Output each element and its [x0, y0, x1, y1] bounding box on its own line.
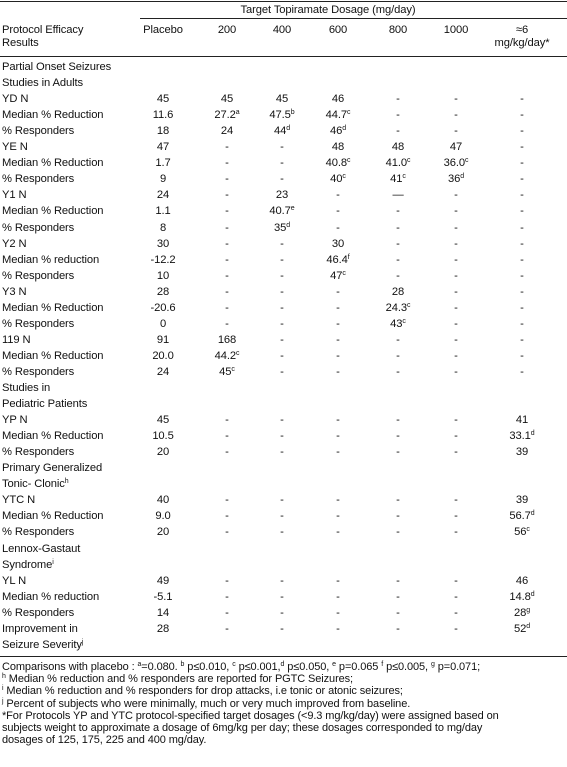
row-label: Seizure Severity$^j$: [2, 638, 84, 651]
row-label: % Responders: [2, 446, 75, 459]
table-cell: -: [396, 253, 400, 266]
column-header: Placebo: [143, 24, 183, 36]
table-cell: -: [280, 494, 284, 507]
table-cell: -: [336, 574, 340, 587]
row-label: Median % reduction: [2, 590, 100, 603]
table-cell: 52$^d$: [513, 622, 531, 635]
table-cell: 56$^c$: [514, 526, 530, 539]
table-cell: 28: [156, 622, 170, 635]
row-label: YTC N: [2, 494, 36, 507]
table-cell: 45: [220, 93, 234, 106]
footnote-line: $^i$ Median % reduction and % responders for drop attacks, i.e tonic or atonic seizures;: [2, 685, 403, 698]
table-cell: -: [336, 221, 340, 234]
row-label: 119 N: [2, 333, 31, 346]
table-cell: 39: [515, 494, 529, 507]
footnote-line: $^h$ Median % reduction and % responders are reported for PGTC Seizures;: [2, 673, 354, 686]
table-cell: -: [520, 301, 524, 314]
table-cell: 44.7$^c$: [325, 109, 351, 122]
column-header: mg/kg/day*: [494, 37, 550, 49]
table-cell: -: [520, 189, 524, 202]
table-cell: -: [454, 414, 458, 427]
table-cell: -: [454, 109, 458, 122]
table-cell: -: [396, 622, 400, 635]
table-cell: 46.4$^f$: [326, 253, 350, 266]
row-label: Studies in Adults: [2, 77, 84, 90]
table-cell: -: [280, 157, 284, 170]
table-cell: 10.5: [152, 430, 174, 443]
table-cell: 45: [156, 414, 170, 427]
table-cell: 30: [156, 237, 170, 250]
table-cell: -: [280, 526, 284, 539]
table-cell: 43$^c$: [390, 317, 406, 330]
column-header: 1000: [443, 24, 469, 36]
row-label: Median % reduction: [2, 253, 100, 266]
table-cell: 91: [156, 333, 170, 346]
table-cell: 40$^c$: [330, 173, 346, 186]
table-cell: -: [454, 574, 458, 587]
footnote-line: subjects weight to approximate a dosage of 6mg/kg per day; these dosages corresponded to mg/day: [2, 722, 483, 735]
row-label: % Responders: [2, 125, 75, 138]
table-cell: -: [520, 125, 524, 138]
table-cell: 168: [217, 333, 237, 346]
table-cell: -: [225, 173, 229, 186]
table-cell: -: [454, 237, 458, 250]
table-cell: 9.0: [155, 510, 171, 523]
table-cell: 9: [159, 173, 167, 186]
table-cell: -: [225, 590, 229, 603]
column-header: 400: [272, 24, 292, 36]
table-cell: 40.7e: [269, 205, 295, 218]
column-header: ≈6: [515, 24, 529, 36]
table-cell: 20: [156, 526, 170, 539]
table-cell: -: [280, 349, 284, 362]
table-cell: 48: [331, 141, 345, 154]
table-cell: -: [454, 526, 458, 539]
table-cell: -: [396, 349, 400, 362]
row-label: Lennox-Gastaut: [2, 542, 81, 555]
row-label: Y3 N: [2, 285, 27, 298]
table-cell: -: [225, 510, 229, 523]
table-cell: -: [454, 430, 458, 443]
table-cell: 41: [515, 414, 529, 427]
table-cell: -: [280, 173, 284, 186]
table-cell: 36.0$^c$: [443, 157, 469, 170]
table-cell: -: [396, 237, 400, 250]
table-cell: 35$^d$: [273, 221, 291, 234]
table-cell: -: [396, 526, 400, 539]
table-cell: 36$^d$: [447, 173, 465, 186]
table-cell: -: [454, 205, 458, 218]
table-bottom-rule: [0, 656, 567, 657]
table-cell: -12.2: [150, 253, 176, 266]
table-cell: -: [336, 526, 340, 539]
row-label: Tonic- Clonic$^h$: [2, 478, 69, 491]
row-label: Median % Reduction: [2, 430, 104, 443]
column-header: 600: [328, 24, 348, 36]
table-cell: -: [336, 590, 340, 603]
table-cell: -: [336, 333, 340, 346]
table-cell: -: [280, 333, 284, 346]
row-label: % Responders: [2, 365, 75, 378]
row-header-line2: Results: [2, 37, 39, 49]
table-cell: -20.6: [150, 301, 176, 314]
table-cell: -: [454, 365, 458, 378]
table-cell: 24: [156, 189, 170, 202]
table-cell: -: [396, 125, 400, 138]
table-cell: -: [454, 253, 458, 266]
table-cell: -5.1: [153, 590, 173, 603]
table-cell: 40: [156, 494, 170, 507]
table-cell: -: [336, 494, 340, 507]
table-cell: -: [520, 349, 524, 362]
table-cell: 41$^c$: [390, 173, 406, 186]
table-cell: 18: [156, 125, 170, 138]
table-cell: -: [454, 349, 458, 362]
table-cell: 46$^d$: [329, 125, 347, 138]
table-cell: 47: [156, 141, 170, 154]
table-cell: -: [336, 430, 340, 443]
table-cell: 48: [391, 141, 405, 154]
table-cell: 44.2$^c$: [214, 349, 240, 362]
table-cell: -: [396, 430, 400, 443]
table-cell: 39: [515, 446, 529, 459]
table-cell: -: [225, 237, 229, 250]
table-cell: 44$^d$: [273, 125, 291, 138]
row-label: YD N: [2, 93, 29, 106]
table-cell: -: [520, 205, 524, 218]
table-cell: -: [396, 205, 400, 218]
table-cell: -: [396, 93, 400, 106]
row-label: Median % Reduction: [2, 157, 104, 170]
footnote-line: Comparisons with placebo : $^a$=0.080. $^b$ p≤0.010, $^c$ p≤0.001,$^d$ p≤0.050, $^e$ p=0.065 $^f$ p≤0.005, $^g$ p=0.071;: [2, 661, 481, 673]
table-cell: 23: [275, 189, 289, 202]
row-label: Improvement in: [2, 622, 78, 635]
group-header-rule: [140, 18, 567, 19]
table-cell: 46: [515, 574, 529, 587]
table-cell: -: [454, 510, 458, 523]
row-header-line1: Protocol Efficacy: [2, 24, 84, 36]
row-label: % Responders: [2, 317, 75, 330]
table-cell: -: [396, 269, 400, 282]
table-cell: -: [454, 93, 458, 106]
table-cell: 49: [156, 574, 170, 587]
table-cell: -: [520, 253, 524, 266]
row-label: Median % Reduction: [2, 205, 104, 218]
table-cell: -: [454, 622, 458, 635]
table-cell: 24: [220, 125, 234, 138]
table-cell: -: [225, 622, 229, 635]
row-label: Median % Reduction: [2, 510, 104, 523]
table-cell: -: [336, 301, 340, 314]
table-cell: -: [396, 590, 400, 603]
table-cell: -: [520, 221, 524, 234]
table-cell: 46: [331, 93, 345, 106]
table-cell: -: [454, 446, 458, 459]
table-cell: -: [454, 606, 458, 619]
table-cell: -: [396, 574, 400, 587]
table-cell: -: [225, 189, 229, 202]
row-label: YE N: [2, 141, 28, 154]
table-cell: -: [336, 606, 340, 619]
table-cell: -: [336, 365, 340, 378]
header-rule: [0, 56, 567, 57]
table-cell: -: [280, 141, 284, 154]
row-label: Pediatric Patients: [2, 398, 88, 411]
table-cell: -: [225, 414, 229, 427]
table-cell: -: [336, 349, 340, 362]
table-cell: 14: [156, 606, 170, 619]
table-cell: -: [280, 574, 284, 587]
table-cell: -: [336, 317, 340, 330]
table-cell: -: [520, 173, 524, 186]
footnote-line: dosages of 125, 175, 225 and 400 mg/day.: [2, 734, 207, 747]
table-cell: 40.8$^c$: [325, 157, 351, 170]
row-label: Y1 N: [2, 189, 27, 202]
table-cell: -: [396, 221, 400, 234]
table-cell: 27.2$^a$: [214, 109, 240, 122]
table-cell: -: [454, 317, 458, 330]
table-cell: 56.7$^d$: [509, 510, 535, 523]
table-cell: 20: [156, 446, 170, 459]
footnote-line: $^j$ Percent of subjects who were minimally, much or very much improved from baseline.: [2, 697, 411, 710]
table-cell: -: [454, 590, 458, 603]
table-cell: -: [225, 301, 229, 314]
row-label: % Responders: [2, 526, 75, 539]
table-cell: 8: [159, 221, 167, 234]
row-label: % Responders: [2, 269, 75, 282]
row-label: YP N: [2, 414, 28, 427]
table-cell: 1.1: [155, 205, 171, 218]
row-label: YL N: [2, 574, 27, 587]
table-cell: -: [454, 125, 458, 138]
table-cell: -: [225, 253, 229, 266]
top-rule: [0, 1, 567, 2]
row-label: Median % Reduction: [2, 301, 104, 314]
table-cell: 14.8$^d$: [509, 590, 535, 603]
table-cell: -: [520, 365, 524, 378]
table-cell: -: [280, 269, 284, 282]
table-cell: -: [454, 333, 458, 346]
table-cell: 45: [275, 93, 289, 106]
table-cell: -: [520, 93, 524, 106]
row-label: % Responders: [2, 173, 75, 186]
table-cell: -: [396, 109, 400, 122]
table-cell: -: [336, 189, 340, 202]
row-label: % Responders: [2, 606, 75, 619]
table-cell: -: [396, 446, 400, 459]
table-cell: 45: [156, 93, 170, 106]
table-cell: -: [520, 109, 524, 122]
table-cell: -: [280, 622, 284, 635]
table-cell: -: [336, 510, 340, 523]
table-cell: -: [396, 494, 400, 507]
table-cell: 28: [156, 285, 170, 298]
table-cell: -: [280, 285, 284, 298]
table-cell: -: [225, 526, 229, 539]
table-cell: -: [225, 317, 229, 330]
table-cell: -: [454, 285, 458, 298]
table-cell: 47: [449, 141, 463, 154]
footnotes: [2, 661, 564, 746]
table-cell: -: [520, 237, 524, 250]
table-cell: -: [336, 205, 340, 218]
table-cell: 1.7: [155, 157, 171, 170]
table-cell: -: [225, 157, 229, 170]
table-cell: -: [225, 205, 229, 218]
table-cell: -: [336, 414, 340, 427]
table-cell: -: [520, 157, 524, 170]
table-cell: -: [336, 285, 340, 298]
table-cell: -: [454, 494, 458, 507]
table-cell: -: [520, 269, 524, 282]
row-label: Studies in: [2, 382, 51, 394]
table-cell: -: [280, 606, 284, 619]
table-cell: -: [396, 510, 400, 523]
table-cell: -: [225, 221, 229, 234]
table-cell: -: [280, 590, 284, 603]
table-cell: 10: [156, 269, 170, 282]
table-cell: -: [280, 430, 284, 443]
row-label: Partial Onset Seizures: [2, 61, 112, 73]
table-cell: —: [392, 189, 404, 202]
table-cell: -: [280, 253, 284, 266]
table-cell: 45$^c$: [219, 365, 235, 378]
table-cell: -: [336, 446, 340, 459]
table-cell: 28$^g$: [513, 606, 531, 619]
table-cell: -: [454, 221, 458, 234]
dosage-group-header: Target Topiramate Dosage (mg/day): [240, 4, 416, 16]
table-cell: -: [225, 269, 229, 282]
table-cell: -: [280, 317, 284, 330]
row-label: % Responders: [2, 221, 75, 234]
table-cell: -: [225, 285, 229, 298]
column-header: 800: [388, 24, 408, 36]
table-cell: 47.5$^b$: [269, 109, 295, 122]
table-cell: 47$^c$: [330, 269, 346, 282]
table-cell: 30: [331, 237, 345, 250]
table-cell: -: [280, 414, 284, 427]
row-label: Syndrome$^i$: [2, 558, 54, 571]
table-cell: -: [225, 494, 229, 507]
table-cell: -: [520, 333, 524, 346]
table-cell: -: [396, 414, 400, 427]
table-cell: 24: [156, 365, 170, 378]
row-label: Primary Generalized: [2, 462, 103, 475]
table-cell: 0: [159, 317, 167, 330]
table-cell: 20.0: [152, 349, 174, 362]
table-cell: -: [520, 141, 524, 154]
column-header: 200: [217, 24, 237, 36]
row-label: Median % Reduction: [2, 349, 104, 362]
table-cell: 28: [391, 285, 405, 298]
table-cell: -: [520, 317, 524, 330]
table-cell: -: [225, 606, 229, 619]
footnote-line: *For Protocols YP and YTC protocol-specified target dosages (<9.3 mg/kg/day) were assigned based on: [2, 709, 499, 722]
table-cell: -: [280, 301, 284, 314]
table-cell: -: [225, 574, 229, 587]
table-cell: -: [396, 606, 400, 619]
table-cell: -: [280, 446, 284, 459]
table-cell: -: [520, 285, 524, 298]
table-cell: 24.3$^c$: [385, 301, 411, 314]
table-cell: -: [225, 141, 229, 154]
table-cell: -: [280, 510, 284, 523]
table-cell: 41.0$^c$: [385, 157, 411, 170]
table-cell: -: [454, 269, 458, 282]
table-cell: -: [225, 446, 229, 459]
table-cell: -: [225, 430, 229, 443]
table-cell: -: [396, 365, 400, 378]
table-cell: -: [280, 237, 284, 250]
table-cell: -: [396, 333, 400, 346]
table-cell: 33.1$^d$: [509, 430, 535, 443]
table-cell: -: [454, 301, 458, 314]
row-label: Median % Reduction: [2, 109, 104, 122]
table-cell: -: [280, 365, 284, 378]
table-cell: 11.6: [152, 109, 174, 122]
row-label: Y2 N: [2, 237, 27, 250]
table-cell: -: [454, 189, 458, 202]
table-cell: -: [336, 622, 340, 635]
